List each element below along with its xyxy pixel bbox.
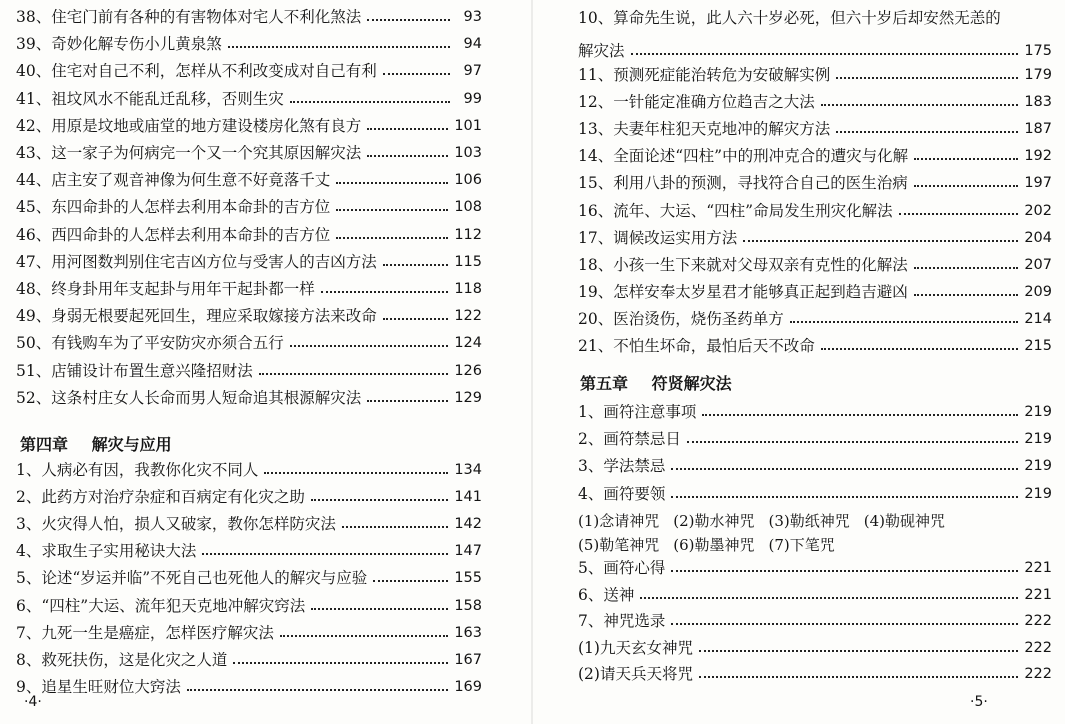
leader-dots (790, 321, 1019, 323)
leader-dots (914, 267, 1019, 269)
toc-entry-page: 219 (1024, 458, 1052, 475)
leader-dots (671, 570, 1018, 572)
leader-dots (336, 237, 448, 239)
chapter-number: 第四章 (20, 435, 69, 454)
toc-entry (578, 306, 1052, 332)
leader-dots (743, 240, 1018, 242)
incantation-item: (3)勒纸神咒 (768, 512, 850, 530)
toc-entry-title: 11、预测死症能治转危为安破解实例 (578, 66, 831, 84)
incantation-item: (1)念请神咒 (578, 512, 660, 530)
toc-entry-title: 3、学法禁忌 (578, 457, 666, 476)
leader-dots (671, 496, 1018, 498)
toc-entry (16, 194, 482, 220)
toc-entry-page: 163 (454, 624, 482, 641)
incantation-item: (6)勒墨神咒 (673, 536, 755, 554)
toc-entry (578, 116, 1052, 142)
toc-entry (16, 457, 482, 483)
toc-entry (16, 620, 482, 646)
toc-entry-page: 118 (454, 281, 482, 297)
toc-entry-title: 50、有钱购车为了平安防灾亦须合五行 (16, 334, 284, 353)
toc-entry (16, 647, 482, 673)
toc-entry (16, 385, 482, 411)
toc-entry-page: 103 (454, 145, 482, 161)
toc-entry (578, 555, 1052, 581)
toc-entry-title: 10、算命先生说，此人六十岁必死，但六十岁后却安然无恙的 (578, 9, 1001, 27)
toc-entry-page: 101 (454, 117, 482, 134)
leader-dots (836, 77, 1018, 79)
toc-entry (578, 333, 1052, 359)
leader-dots (228, 46, 450, 48)
leader-dots (290, 101, 450, 103)
left-page (0, 0, 532, 724)
toc-entry-page: 222 (1024, 639, 1052, 656)
leader-dots (383, 318, 449, 320)
right-page (533, 0, 1065, 724)
chapter-title: 符贤解灾法 (651, 374, 732, 393)
toc-entry-page: 222 (1024, 613, 1052, 630)
toc-entry-title: 38、住宅门前有各种的有害物体对宅人不利化煞法 (16, 8, 362, 26)
toc-entry-page: 187 (1024, 121, 1052, 138)
toc-entry-title: 19、怎样安奉太岁星君才能够真正起到趋吉避凶 (578, 282, 908, 301)
toc-entry (16, 674, 482, 700)
toc-entry-page: 219 (1024, 431, 1052, 448)
toc-entry (16, 303, 482, 329)
leader-dots (342, 526, 448, 528)
toc-entry-title: 12、一针能定准确方位趋吉之大法 (578, 93, 815, 112)
leader-dots (914, 185, 1019, 187)
leader-dots (259, 373, 449, 375)
leader-dots (202, 553, 448, 555)
leader-dots (290, 345, 449, 347)
leader-dots (367, 128, 448, 130)
toc-entry-title: 42、用原是坟地或庙堂的地方建设楼房化煞有良方 (16, 116, 362, 135)
toc-entry-page: 142 (454, 516, 482, 533)
leader-dots (671, 468, 1018, 470)
toc-entry-title: 4、求取生子实用秘诀大法 (16, 542, 197, 561)
toc-entry (578, 252, 1052, 278)
toc-entry (578, 6, 1052, 30)
toc-entry (16, 58, 482, 84)
toc-entry-page: 192 (1024, 148, 1052, 165)
toc-entry-title: 40、住宅对自己不利，怎样从不利改变成对自己有利 (16, 62, 377, 81)
toc-entry (578, 426, 1052, 452)
toc-entry-title: 8、救死扶伤，这是化灾之人道 (16, 650, 228, 669)
toc-entry-page: 129 (454, 389, 482, 406)
leader-dots (699, 676, 1018, 678)
toc-entry-page: 167 (454, 651, 482, 668)
toc-entry (16, 222, 482, 248)
toc-entry (578, 143, 1052, 169)
toc-entry (16, 330, 482, 356)
toc-entry-page: 115 (454, 253, 482, 270)
toc-entry-title: 7、九死一生是癌症，怎样医疗解灾法 (16, 623, 274, 642)
toc-entry-page: 147 (454, 543, 482, 560)
toc-entry-title: 17、调候改运实用方法 (578, 228, 738, 247)
leader-dots (367, 400, 448, 402)
toc-entry-title: 47、用河图数判别住宅吉凶方位与受害人的吉凶方法 (16, 252, 377, 271)
chapter-5-heading (580, 371, 732, 397)
toc-entry-page: 108 (454, 199, 482, 216)
toc-entry-title: 41、祖坟风水不能乱迁乱移，否则生灾 (16, 89, 284, 108)
toc-entry (578, 198, 1052, 224)
toc-entry (16, 511, 482, 537)
toc-entry (578, 635, 1052, 661)
toc-entry-title: 6、“四柱”大运、流年犯天克地冲解灾窍法 (16, 596, 306, 615)
toc-entry-title: 39、奇妙化解专伤小儿黄泉煞 (16, 35, 222, 54)
leader-dots (264, 472, 448, 474)
leader-dots (699, 650, 1018, 652)
toc-entry-page: 158 (454, 597, 482, 614)
toc-entry-page: 155 (454, 570, 482, 587)
toc-entry-page: 106 (454, 172, 482, 189)
leader-dots (687, 441, 1018, 443)
toc-entry-title: (1)九天玄女神咒 (578, 638, 693, 657)
toc-entry-title: 20、医治烫伤，烧伤圣药单方 (578, 309, 784, 328)
toc-entry (16, 140, 482, 166)
toc-entry-title: 5、论述“岁运并临”不死自己也死他人的解灾与应验 (16, 569, 368, 588)
toc-entry-page: 97 (463, 63, 482, 80)
toc-entry-page: 141 (454, 489, 482, 506)
toc-entry-title: 16、流年、大运、“四柱”命局发生刑灾化解法 (578, 201, 893, 220)
toc-entry-title: 1、画符注意事项 (578, 403, 697, 421)
toc-entry-page: 175 (1024, 43, 1052, 59)
leader-dots (836, 131, 1018, 133)
toc-entry-page: 215 (1024, 338, 1052, 354)
toc-entry-title: 2、画符禁忌日 (578, 430, 681, 449)
toc-entry-page: 197 (1024, 175, 1052, 192)
toc-entry (16, 358, 482, 384)
toc-entry (16, 565, 482, 591)
toc-entry-title: 18、小孩一生下来就对父母双亲有克性的化解法 (578, 255, 908, 274)
toc-entry-title: (2)请天兵天将咒 (578, 665, 693, 684)
leader-dots (367, 155, 448, 157)
toc-entry-title: 15、利用八卦的预测，寻找符合自己的医生治病 (578, 174, 908, 193)
leader-dots (383, 264, 449, 266)
toc-entry-title: 46、西四命卦的人怎样去利用本命卦的吉方位 (16, 225, 331, 244)
incantation-item: (4)勒砚神咒 (863, 512, 945, 530)
page-number-right: ·5· (970, 694, 988, 710)
leader-dots (321, 291, 449, 293)
toc-entry-page: 93 (463, 9, 482, 25)
toc-entry-page: 99 (463, 90, 482, 107)
leader-dots (914, 158, 1018, 160)
toc-entry-title: 4、画符要领 (578, 484, 666, 503)
toc-entry (578, 225, 1052, 251)
toc-entry-title: 45、东四命卦的人怎样去利用本命卦的吉方位 (16, 198, 331, 217)
toc-entry-page: 219 (1024, 404, 1052, 420)
leader-dots (914, 294, 1019, 296)
page-number-left: ·4· (24, 694, 42, 710)
toc-entry-page: 219 (1024, 485, 1052, 502)
toc-entry-title: 51、店铺设计布置生意兴隆招财法 (16, 361, 253, 380)
toc-entry (578, 62, 1052, 88)
toc-entry-page: 179 (1024, 67, 1052, 83)
incantation-row-1 (578, 508, 959, 534)
leader-dots (187, 689, 448, 691)
toc-entry-page: 183 (1024, 94, 1052, 111)
toc-entry-title: 3、火灾得人怕，损人又破家，教你怎样防灾法 (16, 515, 336, 534)
toc-entry-page: 134 (454, 462, 482, 478)
toc-entry-title: 解灾法 (578, 42, 625, 60)
toc-entry (578, 170, 1052, 196)
toc-entry (16, 593, 482, 619)
leader-dots (821, 104, 1019, 106)
toc-entry-page: 207 (1024, 256, 1052, 273)
toc-entry-title: 48、终身卦用年支起卦与用年干起卦都一样 (16, 280, 315, 298)
toc-entry (578, 608, 1052, 634)
toc-entry-title: 1、人病必有因，我教你化灾不同人 (16, 461, 259, 479)
chapter-4-heading (20, 432, 172, 458)
leader-dots (373, 580, 448, 582)
leader-dots (311, 499, 448, 501)
leader-dots (311, 608, 448, 610)
incantation-item: (2)勒水神咒 (673, 512, 755, 530)
toc-entry (16, 276, 482, 302)
leader-dots (336, 209, 448, 211)
toc-entry-title: 7、神咒选录 (578, 612, 666, 631)
leader-dots (336, 182, 448, 184)
toc-entry (16, 484, 482, 510)
incantation-item: (7)下笔咒 (768, 536, 835, 554)
leader-dots (631, 53, 1019, 55)
toc-entry (16, 4, 482, 30)
toc-entry (578, 279, 1052, 305)
toc-entry (578, 399, 1052, 425)
toc-entry-page: 126 (454, 362, 482, 379)
toc-entry-page: 94 (463, 36, 482, 53)
toc-entry-title: 44、店主安了观音神像为何生意不好竟落千丈 (16, 171, 331, 190)
leader-dots (671, 623, 1018, 625)
leader-dots (702, 414, 1018, 416)
chapter-title: 解灾与应用 (91, 435, 172, 454)
toc-entry-title: 6、送神 (578, 585, 635, 604)
toc-entry-page: 209 (1024, 283, 1052, 300)
toc-entry (578, 38, 1052, 64)
toc-entry-page: 221 (1024, 586, 1052, 603)
toc-entry-title: 49、身弱无根要起死回生，理应采取嫁接方法来改命 (16, 307, 377, 326)
toc-entry-page: 222 (1024, 666, 1052, 683)
toc-entry-page: 202 (1024, 202, 1052, 219)
toc-entry-page: 112 (454, 226, 482, 243)
leader-dots (640, 597, 1018, 599)
incantation-item: (5)勒笔神咒 (578, 536, 660, 554)
leader-dots (367, 19, 450, 21)
toc-entry-title: 14、全面论述“四柱”中的刑冲克合的遭灾与化解 (578, 147, 909, 166)
toc-entry-page: 204 (1024, 229, 1052, 246)
toc-entry-page: 124 (454, 335, 482, 352)
toc-entry (16, 249, 482, 275)
toc-entry (16, 31, 482, 57)
toc-entry (16, 113, 482, 139)
toc-entry-title: 2、此药方对治疗杂症和百病定有化灾之助 (16, 488, 305, 507)
toc-entry (578, 582, 1052, 608)
toc-entry (578, 89, 1052, 115)
toc-entry (16, 86, 482, 112)
leader-dots (280, 635, 448, 637)
toc-entry (578, 661, 1052, 687)
toc-entry-page: 221 (1024, 560, 1052, 576)
toc-entry-title: 13、夫妻年柱犯天克地冲的解灾方法 (578, 120, 831, 139)
toc-entry (578, 453, 1052, 479)
leader-dots (899, 213, 1019, 215)
leader-dots (383, 73, 450, 75)
toc-entry-page: 214 (1024, 310, 1052, 327)
toc-entry (16, 167, 482, 193)
toc-entry-title: 9、追星生旺财位大窍法 (16, 677, 181, 696)
toc-entry-title: 52、这条村庄女人长命而男人短命追其根源解灾法 (16, 388, 362, 407)
toc-entry-title: 5、画符心得 (578, 559, 666, 577)
toc-entry-page: 122 (454, 308, 482, 325)
toc-entry-page: 169 (454, 678, 482, 695)
toc-entry-title: 43、这一家子为何病完一个又一个究其原因解灾法 (16, 144, 362, 162)
chapter-number: 第五章 (580, 374, 629, 393)
toc-entry-title: 21、不怕生坏命，最怕后天不改命 (578, 337, 815, 355)
toc-entry (16, 538, 482, 564)
toc-entry (578, 481, 1052, 507)
leader-dots (821, 348, 1019, 350)
leader-dots (233, 662, 448, 664)
